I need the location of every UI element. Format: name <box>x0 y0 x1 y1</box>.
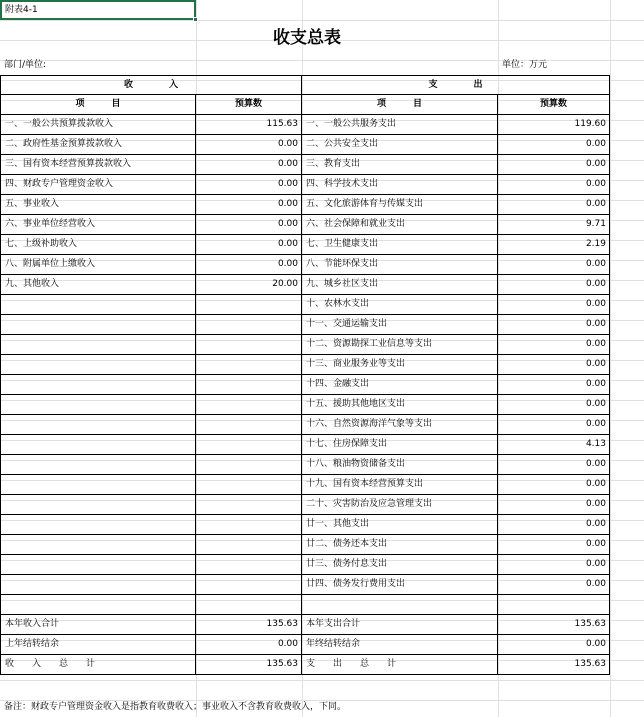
sheet-ref: 附表4-1 <box>5 5 38 15</box>
expense-row-value: 0.00 <box>498 195 610 215</box>
expense-row-value: 0.00 <box>498 255 610 275</box>
income-row-empty-value <box>196 415 302 435</box>
expense-row-label: 三、教育支出 <box>302 155 498 175</box>
income-row-label: 六、事业单位经营收入 <box>0 215 196 235</box>
expense-row-value: 0.00 <box>498 315 610 335</box>
expense-row-label: 十四、金融支出 <box>302 375 498 395</box>
expense-row-value: 0.00 <box>498 455 610 475</box>
expense-row-label: 六、社会保障和就业支出 <box>302 215 498 235</box>
income-row-value: 115.63 <box>196 115 302 135</box>
expense-row-value: 0.00 <box>498 535 610 555</box>
income-carry-over-value: 0.00 <box>196 635 302 655</box>
income-row-empty <box>0 315 196 335</box>
income-row-empty-value <box>196 575 302 595</box>
expense-row-label: 二、公共安全支出 <box>302 135 498 155</box>
income-row-empty <box>0 435 196 455</box>
income-row-empty-value <box>196 475 302 495</box>
expense-row-value: 0.00 <box>498 375 610 395</box>
income-row-empty <box>0 555 196 575</box>
income-row-label: 四、财政专户管理资金收入 <box>0 175 196 195</box>
blank-row <box>498 595 610 615</box>
expense-row-value: 0.00 <box>498 155 610 175</box>
income-row-empty <box>0 395 196 415</box>
income-row-empty-value <box>196 555 302 575</box>
expense-row-label: 廿一、其他支出 <box>302 515 498 535</box>
expense-row-value: 0.00 <box>498 495 610 515</box>
income-row-empty <box>0 335 196 355</box>
blank-row <box>0 595 196 615</box>
blank-row <box>302 595 498 615</box>
expense-row-label: 十五、援助其他地区支出 <box>302 395 498 415</box>
income-row-label: 五、事业收入 <box>0 195 196 215</box>
expense-row-value: 0.00 <box>498 515 610 535</box>
expense-col-item: 项 目 <box>302 95 498 115</box>
expense-row-label: 十一、交通运输支出 <box>302 315 498 335</box>
expense-row-value: 0.00 <box>498 355 610 375</box>
expense-row-label: 廿四、债务发行费用支出 <box>302 575 498 595</box>
expense-row-value: 0.00 <box>498 335 610 355</box>
income-row-label: 九、其他收入 <box>0 275 196 295</box>
income-row-value: 0.00 <box>196 235 302 255</box>
expense-row-label: 十八、粮油物资储备支出 <box>302 455 498 475</box>
income-col-budget: 预算数 <box>196 95 302 115</box>
expense-row-value: 9.71 <box>498 215 610 235</box>
income-row-label: 一、一般公共预算拨款收入 <box>0 115 196 135</box>
income-header: 收 入 <box>0 75 302 95</box>
income-row-empty <box>0 515 196 535</box>
expense-row-label: 十七、住房保障支出 <box>302 435 498 455</box>
income-row-empty-value <box>196 315 302 335</box>
expense-row-value: 0.00 <box>498 135 610 155</box>
income-row-empty <box>0 535 196 555</box>
expense-row-label: 十三、商业服务业等支出 <box>302 355 498 375</box>
income-col-item: 项 目 <box>0 95 196 115</box>
income-year-total-value: 135.63 <box>196 615 302 635</box>
expense-carry-over-label: 年终结转结余 <box>302 635 498 655</box>
income-row-empty-value <box>196 515 302 535</box>
expense-row-label: 廿三、债务付息支出 <box>302 555 498 575</box>
expense-row-label: 十六、自然资源海洋气象等支出 <box>302 415 498 435</box>
income-row-empty <box>0 375 196 395</box>
expense-row-label: 九、城乡社区支出 <box>302 275 498 295</box>
income-grand-total-label: 收 入 总 计 <box>0 655 196 675</box>
income-row-empty-value <box>196 435 302 455</box>
expense-row-label: 一、一般公共服务支出 <box>302 115 498 135</box>
income-row-value: 20.00 <box>196 275 302 295</box>
dept-label: 部门/单位: <box>4 60 47 70</box>
expense-row-value: 0.00 <box>498 575 610 595</box>
expense-row-label: 八、节能环保支出 <box>302 255 498 275</box>
footnote: 备注：财政专户管理资金收入是指教育收费收入；事业收入不含教育收费收入，下同。 <box>4 702 347 712</box>
expense-grand-total-value: 135.63 <box>498 655 610 675</box>
income-row-empty-value <box>196 355 302 375</box>
expense-row-value: 0.00 <box>498 175 610 195</box>
expense-row-value: 119.60 <box>498 115 610 135</box>
income-row-empty-value <box>196 455 302 475</box>
expense-carry-over-value: 0.00 <box>498 635 610 655</box>
income-grand-total-value: 135.63 <box>196 655 302 675</box>
expense-row-value: 0.00 <box>498 555 610 575</box>
expense-row-label: 二十、灾害防治及应急管理支出 <box>302 495 498 515</box>
income-row-label: 二、政府性基金预算拨款收入 <box>0 135 196 155</box>
expense-row-value: 0.00 <box>498 415 610 435</box>
income-row-value: 0.00 <box>196 195 302 215</box>
expense-grand-total-label: 支 出 总 计 <box>302 655 498 675</box>
expense-header: 支 出 <box>302 75 610 95</box>
expense-row-label: 廿二、债务还本支出 <box>302 535 498 555</box>
income-row-empty <box>0 495 196 515</box>
expense-row-label: 五、文化旅游体育与传媒支出 <box>302 195 498 215</box>
expense-year-total-label: 本年支出合计 <box>302 615 498 635</box>
income-row-empty-value <box>196 495 302 515</box>
income-row-empty-value <box>196 535 302 555</box>
income-row-value: 0.00 <box>196 255 302 275</box>
expense-row-value: 0.00 <box>498 295 610 315</box>
income-row-value: 0.00 <box>196 135 302 155</box>
income-row-value: 0.00 <box>196 155 302 175</box>
income-row-empty <box>0 295 196 315</box>
cell-fill-handle[interactable] <box>193 17 198 22</box>
page-title: 收支总表 <box>273 28 341 48</box>
expense-row-value: 4.13 <box>498 435 610 455</box>
expense-row-label: 十九、国有资本经营预算支出 <box>302 475 498 495</box>
income-row-empty-value <box>196 375 302 395</box>
income-carry-over-label: 上年结转结余 <box>0 635 196 655</box>
expense-row-value: 2.19 <box>498 235 610 255</box>
income-row-empty-value <box>196 395 302 415</box>
income-row-empty-value <box>196 295 302 315</box>
income-year-total-label: 本年收入合计 <box>0 615 196 635</box>
unit-label: 单位：万元 <box>502 60 548 70</box>
expense-row-label: 十二、资源勘探工业信息等支出 <box>302 335 498 355</box>
expense-row-label: 四、科学技术支出 <box>302 175 498 195</box>
expense-row-label: 十、农林水支出 <box>302 295 498 315</box>
expense-row-value: 0.00 <box>498 475 610 495</box>
grid-col-line <box>610 0 611 717</box>
expense-year-total-value: 135.63 <box>498 615 610 635</box>
income-row-empty <box>0 575 196 595</box>
income-row-empty <box>0 455 196 475</box>
grid-row-line <box>0 20 644 21</box>
expense-row-value: 0.00 <box>498 275 610 295</box>
blank-row <box>196 595 302 615</box>
grid-row-line <box>0 680 644 681</box>
income-row-label: 三、国有资本经营预算拨款收入 <box>0 155 196 175</box>
summary-table <box>0 75 610 675</box>
expense-row-value: 0.00 <box>498 395 610 415</box>
income-row-value: 0.00 <box>196 175 302 195</box>
expense-col-budget: 预算数 <box>498 95 610 115</box>
expense-row-label: 七、卫生健康支出 <box>302 235 498 255</box>
income-row-empty <box>0 415 196 435</box>
income-row-value: 0.00 <box>196 215 302 235</box>
income-row-label: 七、上级补助收入 <box>0 235 196 255</box>
income-row-empty <box>0 355 196 375</box>
income-row-empty-value <box>196 335 302 355</box>
income-row-label: 八、附属单位上缴收入 <box>0 255 196 275</box>
income-row-empty <box>0 475 196 495</box>
